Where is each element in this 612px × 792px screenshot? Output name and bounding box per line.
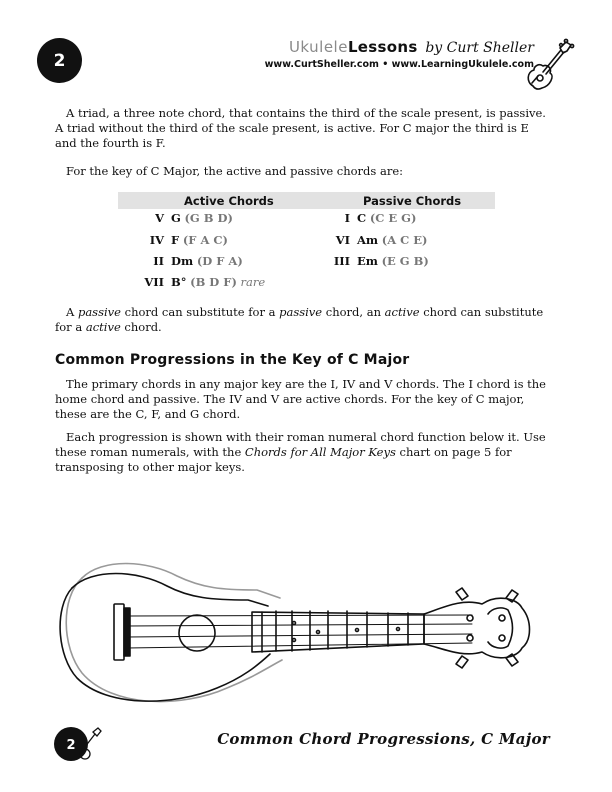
brand-lessons: Lessons: [347, 38, 418, 56]
key-intro-paragraph: For the key of C Major, the active and passive chords are:: [66, 164, 403, 178]
active-row: II Dm (D F A): [153, 254, 243, 268]
progression-paragraph: Each progression is shown with their roman numeral chord function below it. Use these roman numerals, with the Chords for All Major Keys chart on page 5 for transposing to other major keys.: [55, 430, 546, 474]
ukulele-logo-icon: [523, 36, 575, 94]
active-row: VII B° (B D F) rare: [144, 275, 266, 289]
page-number-badge: [37, 38, 82, 83]
section-title: Common Progressions in the Key of C Major: [55, 352, 410, 368]
brand-title: [265, 38, 534, 56]
chord-table: [118, 192, 495, 289]
primary-chords-paragraph: The primary chords in any major key are the I, IV and V chords. The I chord is the home chord and passive. The IV and V are active chords. For the key of C major, these are the C, F, and G chord.: [55, 377, 546, 421]
footer-page-number: 2: [66, 738, 76, 753]
brand-author: by Curt Sheller: [425, 40, 534, 56]
passive-row: VI Am (A C E): [335, 233, 428, 247]
ukulele-illustration: [52, 548, 562, 718]
footer-title: Common Chord Progressions, C Major: [217, 730, 550, 748]
active-chords-header: Active Chords: [184, 194, 274, 208]
substitution-paragraph: A passive chord can substitute for a passive chord, an active chord can substitute for a active chord.: [55, 305, 544, 334]
passive-row: I C (C E G): [344, 211, 417, 225]
brand-urls: www.CurtSheller.com • www.LearningUkulele.com: [264, 59, 534, 70]
table-header: [118, 192, 495, 209]
passive-row: III Em (E G B): [333, 254, 429, 268]
footer-page-badge: [53, 722, 103, 764]
brand-ukulele: Ukulele: [288, 38, 348, 56]
active-row: IV F (F A C): [149, 233, 228, 247]
brand-header: [265, 38, 534, 70]
page-number: 2: [53, 50, 66, 71]
intro-paragraph: A triad, a three note chord, that contains the third of the scale present, is passive. A triad without the third of the scale present, is active. For C major the third is E and the fourth is F.: [55, 106, 546, 150]
passive-chords-header: Passive Chords: [363, 194, 462, 208]
active-row: V G (G B D): [155, 211, 233, 225]
